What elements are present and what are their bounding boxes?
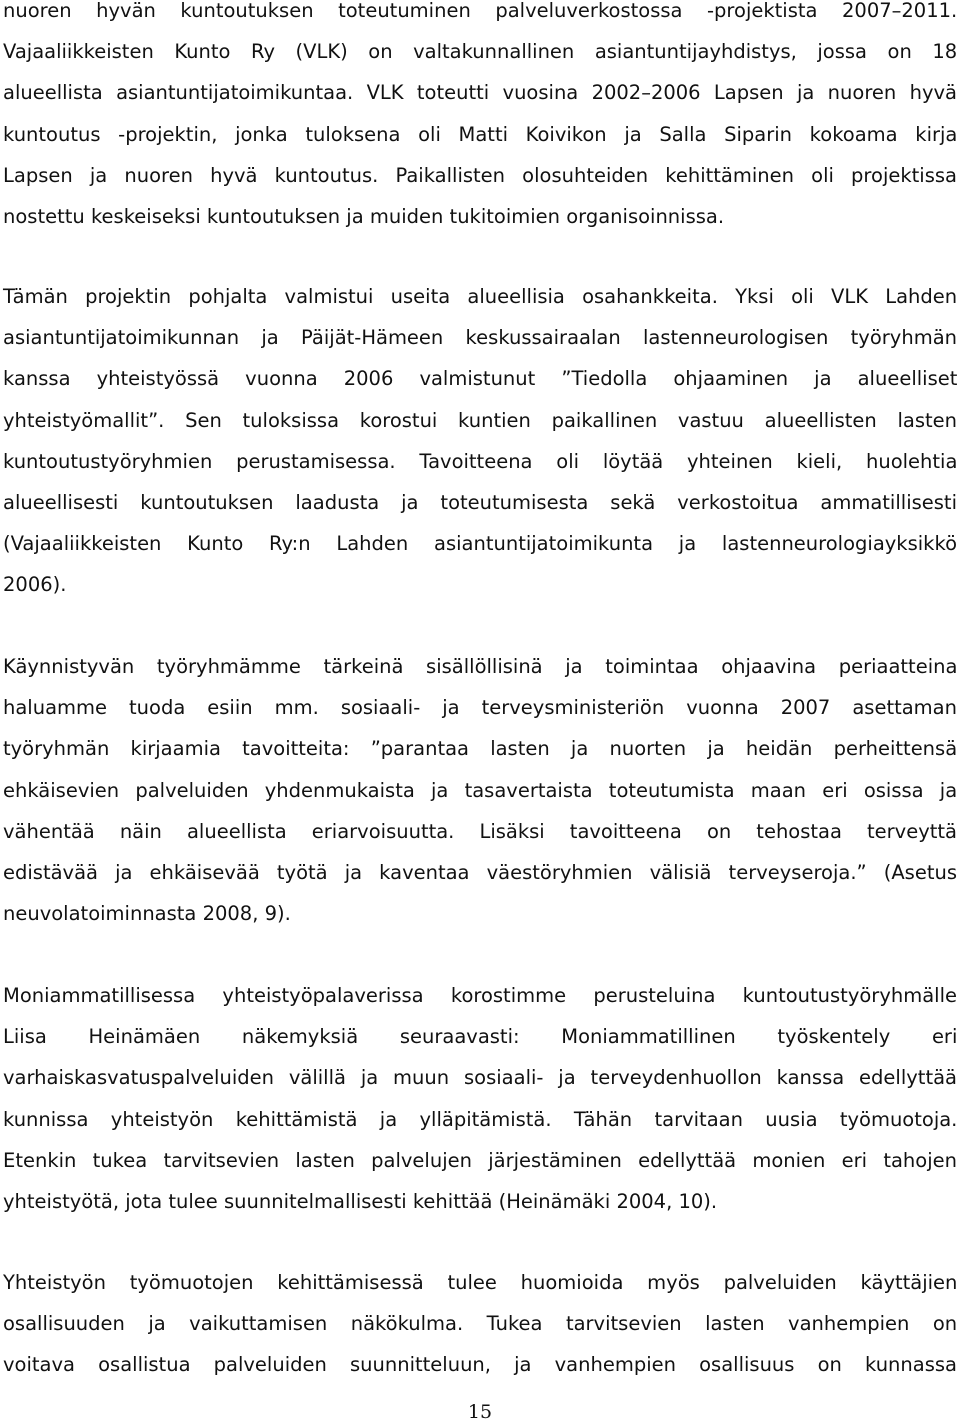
text-line: yhteistyötä, jota tulee suunnitelmallisesti kehittää (Heinämäki 2004, 10). [3, 1189, 718, 1213]
text-line: Vajaaliikkeisten Kunto Ry (VLK) on valtakunnallinen asiantuntijayhdistys, jossa on 18 [3, 40, 958, 64]
text-line: Liisa Heinämäen näkemyksiä seuraavasti: Moniammatillinen työskentely eri [3, 1025, 958, 1049]
paragraph-user-participation [3, 1262, 957, 1386]
page-number: 15 [467, 1401, 493, 1423]
text-line: edistävää ja ehkäisevää työtä ja kaventaa väestöryhmien välisiä terveyseroja.” (Asetus [3, 860, 957, 884]
text-line: 2006). [3, 573, 67, 597]
text-line: työryhmän kirjaamia tavoitteita: ”parantaa lasten ja nuorten ja heidän perheittensä [3, 737, 958, 761]
text-line: neuvolatoiminnasta 2008, 9). [3, 902, 291, 926]
text-line: Lapsen ja nuoren hyvä kuntoutus. Paikallisten olosuhteiden kehittäminen oli projektissa [3, 163, 957, 187]
text-line: Moniammatillisessa yhteistyöpalaverissa korostimme perusteluina kuntoutustyöryhmälle [3, 984, 957, 1007]
text-line: nostettu keskeiseksi kuntoutuksen ja muiden tukitoimien organisoinnissa. [3, 204, 725, 228]
paragraph-multiprofessional [3, 975, 957, 1222]
paragraph-vlk-projects [3, 0, 957, 237]
text-line: voitava osallistua palveluiden suunnitteluun, ja vanhempien osallisuus on kunnassa [3, 1353, 957, 1377]
text-line: Tämän projektin pohjalta valmistui useita alueellisia osahankkeita. Yksi oli VLK Lahden [3, 285, 958, 308]
text-line: yhteistyömallit”. Sen tuloksissa korostui kuntien paikallinen vastuu alueellisten lasten [3, 408, 957, 432]
text-line: ehkäisevien palveluiden yhdenmukaista ja tasavertaista toteutumista maan eri osissa ja [3, 778, 958, 802]
text-line: alueellisesti kuntoutuksen laadusta ja toteutumisesta sekä verkostoitua ammatillisesti [3, 490, 957, 514]
text-line: Käynnistyvän työryhmämme tärkeinä sisällöllisinä ja toimintaa ohjaavina periaatteina [3, 655, 958, 678]
text-line: osallisuuden ja vaikuttamisen näkökulma. Tukea tarvitsevien lasten vanhempien on [3, 1312, 958, 1336]
text-line: Etenkin tukea tarvitsevien lasten palvelujen järjestäminen edellyttää monien eri tahojen [3, 1148, 957, 1172]
text-line: kuntoutustyöryhmien perustamisessa. Tavoitteena oli löytää yhteinen kieli, huolehtia [3, 449, 958, 473]
text-line: (Vajaaliikkeisten Kunto Ry:n Lahden asiantuntijatoimikunta ja lastenneurologiayksikkö [3, 532, 957, 556]
text-line: alueellista asiantuntijatoimikuntaa. VLK toteutti vuosina 2002–2006 Lapsen ja nuoren hyvä [3, 81, 957, 105]
document-page [3, 0, 957, 1425]
text-line: kunnissa yhteistyön kehittämistä ja ylläpitämistä. Tähän tarvitaan uusia työmuotoja. [3, 1107, 958, 1131]
text-line: nuoren hyvän kuntoutuksen toteutuminen palveluverkostossa -projektista 2007–2011. [3, 0, 958, 22]
text-line: varhaiskasvatuspalveluiden välillä ja muun sosiaali- ja terveydenhuollon kanssa edellyttää [3, 1066, 957, 1090]
paragraph-regional-subprojects [3, 276, 957, 606]
paragraph-working-group-principles [3, 646, 957, 934]
text-line: Yhteistyön työmuotojen kehittämisessä tulee huomioida myös palveluiden käyttäjien [3, 1271, 958, 1294]
text-line: haluamme tuoda esiin mm. sosiaali- ja terveysministeriön vuonna 2007 asettaman [3, 696, 957, 720]
text-line: kuntoutus -projektin, jonka tuloksena oli Matti Koivikon ja Salla Siparin kokoama kirja [3, 122, 958, 146]
text-line: asiantuntijatoimikunnan ja Päijät-Hämeen keskussairaalan lastenneurologisen työryhmän [3, 326, 957, 350]
text-line: kanssa yhteistyössä vuonna 2006 valmistunut ”Tiedolla ohjaaminen ja alueelliset [3, 367, 958, 391]
text-line: vähentää näin alueellista eriarvoisuutta. Lisäksi tavoitteena on tehostaa terveyttä [3, 819, 957, 843]
